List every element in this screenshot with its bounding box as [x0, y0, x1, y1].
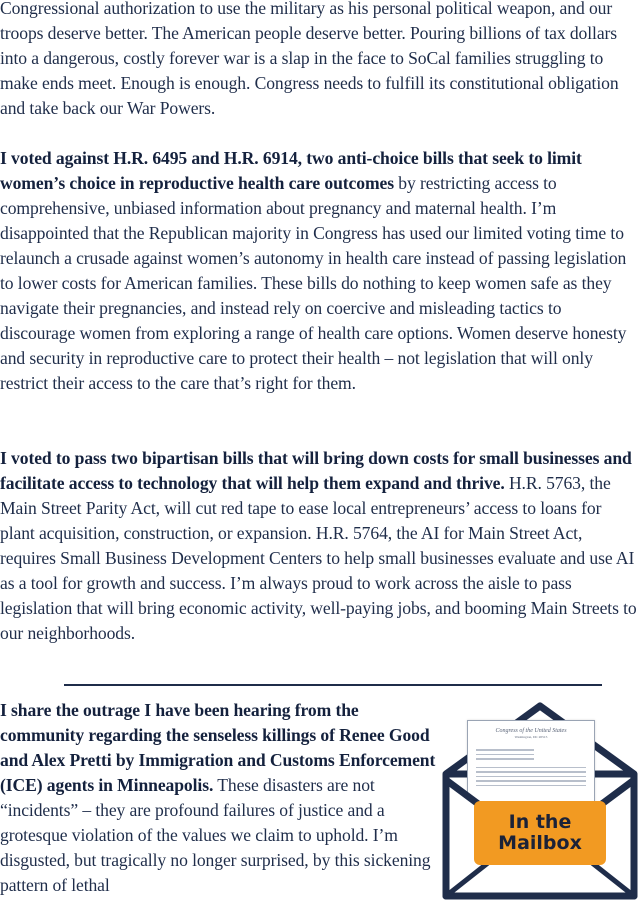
in-the-mailbox-label	[474, 801, 606, 865]
label-line-2: Mailbox	[498, 832, 582, 854]
paragraph-text: These disasters are not “incidents” – they are profound failures of justice and a grotesque violation of the values we claim to uphold. I’m disgusted, but tragically no longer surprised, by this sickening pattern of lethal	[0, 775, 431, 895]
letter-heading: Congress of the United States	[495, 728, 567, 734]
paragraph-text: H.R. 5763, the Main Street Parity Act, will cut red tape to ease local entrepreneurs’ access to loans for plant acquisition, construction, or expansion. H.R. 5764, the AI for Main Street Act, requires Small Business Development Centers to help small businesses evaluate and use AI as a tool for growth and success. I’m always proud to work across the aisle to pass legislation that will bring economic activity, well-paying jobs, and booming Main Streets to our neighborhoods.	[0, 473, 637, 643]
section-divider	[64, 684, 602, 686]
paragraph-ice-killings	[0, 698, 446, 898]
letter-subheading: Washington, DC 20515	[514, 735, 548, 739]
paragraph-lead: I voted against H.R. 6495 and H.R. 6914, two anti-choice bills that seek to limit women’s choice in reproductive health care outcomes	[0, 148, 582, 193]
label-line-1: In the	[508, 811, 572, 833]
paragraph-war-powers	[0, 0, 640, 121]
paragraph-text: Congressional authorization to use the military as his personal political weapon, and our troops deserve better. The American people deserve better. Pouring billions of tax dollars into a dangerous, costly forever war is a slap in the face to SoCal families struggling to make ends meet. Enough is enough. Congress needs to fulfill its constitutional obligation and take back our War Powers.	[0, 0, 619, 118]
paragraph-lead: I voted to pass two bipartisan bills that will bring down costs for small businesses and facilitate access to technology that will help them expand and thrive.	[0, 448, 632, 493]
paragraph-text: by restricting access to comprehensive, unbiased information about pregnancy and maternal health. I’m disappointed that the Republican majority in Congress has used our limited voting time to relaunch a crusade against women’s autonomy in health care instead of passing legislation to lower costs for American families. These bills do nothing to keep women safe as they navigate their pregnancies, and instead rely on coercive and misleading tactics to discourage women from exploring a range of health care options. Women deserve honesty and security in reproductive care to protect their health – not legislation that will only restrict their access to the care that’s right for them.	[0, 173, 627, 393]
in-the-mailbox-graphic	[440, 700, 640, 905]
paragraph-lead: I share the outrage I have been hearing from the community regarding the senseless killings of Renee Good and Alex Pretti by Immigration and Customs Enforcement (ICE) agents in Minneapolis.	[0, 700, 436, 795]
paragraph-reproductive-health	[0, 146, 640, 396]
paragraph-small-business	[0, 446, 640, 646]
